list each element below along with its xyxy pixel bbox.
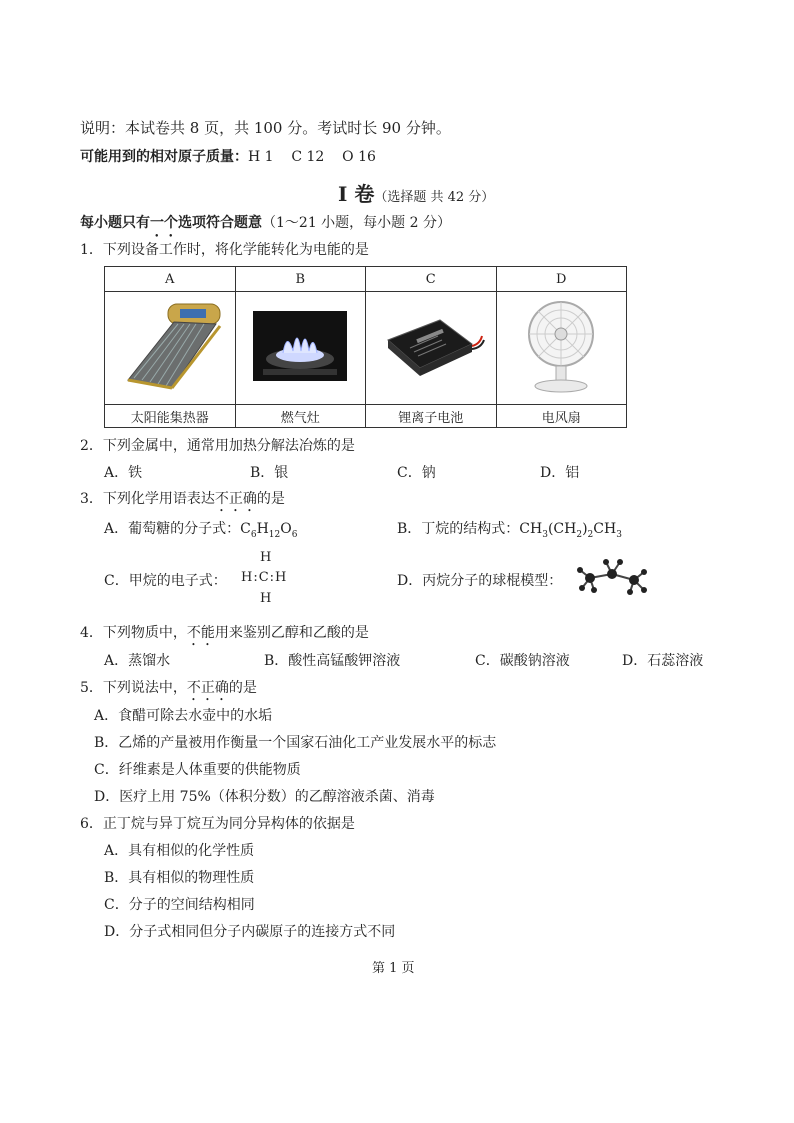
q4-stem: [80, 622, 369, 649]
q4-stem-dotted: 不能: [186, 625, 215, 641]
q5-stem: [80, 677, 257, 704]
q3-stem-post: 的是: [256, 491, 285, 507]
atomic-mass-line: [80, 146, 376, 166]
atomic-mass-values: H 1 C 12 O 16: [248, 149, 376, 165]
q2-option-a: A．铁: [104, 465, 143, 481]
q1-header-c: C: [366, 267, 497, 292]
q5-option-a: A．食醋可除去水壶中的水垢: [94, 708, 273, 724]
q4-stem-pre: 4．下列物质中，: [80, 625, 187, 641]
q3-b-label: B．丁烷的结构式：: [397, 521, 520, 537]
q5-option-c: C．纤维素是人体重要的供能物质: [94, 762, 301, 778]
instruction-tail: 选项符合题意: [178, 215, 262, 231]
q2-option-d: D．铝: [540, 465, 580, 481]
q6-option-b: B．具有相似的物理性质: [104, 870, 255, 886]
section-title: I 卷: [338, 182, 375, 206]
q1-header-b: B: [235, 267, 366, 292]
q4-stem-post: 用来鉴别乙醇和乙酸的是: [214, 625, 369, 641]
lithium-battery-image: [376, 306, 486, 386]
q1-header-a: A: [105, 267, 236, 292]
q5-option-b: B．乙烯的产量被用作衡量一个国家石油化工产业发展水平的标志: [94, 735, 497, 751]
q3-option-b: [397, 518, 622, 540]
instruction-dotted: 一个: [150, 215, 178, 231]
q1-image-cell-d: [496, 292, 627, 405]
electric-fan-image: [516, 296, 606, 396]
q2-option-c: C．钠: [397, 465, 436, 481]
q1-caption-c: 锂离子电池: [366, 405, 497, 428]
q5-stem-post: 的是: [228, 680, 257, 696]
q3-c-label: C．甲烷的电子式：: [104, 573, 227, 589]
q3-stem-pre: 3．下列化学用语表达: [80, 491, 215, 507]
q1-caption-a: 太阳能集热器: [105, 405, 236, 428]
q1-stem: 1．下列设备工作时，将化学能转化为电能的是: [80, 242, 369, 258]
q4-option-c: C．碳酸钠溶液: [475, 653, 570, 669]
instruction-lead: 每小题只有: [80, 215, 150, 231]
q6-option-a: A．具有相似的化学性质: [104, 843, 255, 859]
q1-table: [104, 266, 627, 428]
q1-image-cell-b: [235, 292, 366, 405]
q6-stem: 6．正丁烷与异丁烷互为同分异构体的依据是: [80, 816, 355, 832]
q5-stem-pre: 5．下列说法中，: [80, 680, 187, 696]
methane-h-bottom: H: [260, 591, 272, 606]
gas-stove-image: [253, 311, 347, 381]
q6-option-c: C．分子的空间结构相同: [104, 897, 255, 913]
q4-option-d: D．石蕊溶液: [622, 653, 704, 669]
q3-a-label: A．葡萄糖的分子式：: [104, 521, 241, 537]
section-subtitle: （选择题 共 42 分）: [374, 190, 495, 205]
solar-water-heater-image: [110, 296, 230, 396]
q4-option-a: A．蒸馏水: [104, 653, 171, 669]
methane-center: H:C:H: [241, 570, 288, 585]
q5-option-d: D．医疗上用 75%（体积分数）的乙醇溶液杀菌、消毒: [94, 789, 435, 805]
q1-image-cell-a: [105, 292, 236, 405]
instruction-range: （1～21 小题，每小题 2 分）: [262, 215, 451, 231]
q1-header-d: D: [496, 267, 627, 292]
exam-note: 说明：本试卷共 8 页，共 100 分。考试时长 90 分钟。: [80, 119, 451, 137]
q6-option-d: D．分子式相同但分子内碳原子的连接方式不同: [104, 924, 396, 940]
q5-stem-dotted: 不正确: [186, 680, 229, 696]
section-heading: [338, 178, 494, 207]
q1-caption-b: 燃气灶: [235, 405, 366, 428]
atomic-mass-label: 可能用到的相对原子质量：: [80, 149, 248, 165]
q3-stem-dotted: 不正确: [214, 491, 257, 507]
q1-caption-d: 电风扇: [496, 405, 627, 428]
q1-image-cell-c: [366, 292, 497, 405]
q2-stem: 2．下列金属中，通常用加热分解法冶炼的是: [80, 438, 355, 454]
page-number: 第 1 页: [372, 961, 415, 976]
q3-option-a: [104, 518, 297, 540]
propane-ball-stick-model: [576, 556, 650, 596]
methane-h-top: H: [260, 550, 272, 565]
q4-option-b: B．酸性高锰酸钾溶液: [264, 653, 401, 669]
q3-stem: [80, 488, 285, 515]
q2-option-b: B．银: [250, 465, 289, 481]
glucose-formula: $C_6H_{12}O_6$: [240, 521, 298, 540]
section-instruction: [80, 212, 451, 240]
q3-d-label: D．丙烷分子的球棍模型：: [397, 573, 563, 589]
butane-formula: $CH_3(CH_2)_2CH_3$: [519, 521, 622, 540]
